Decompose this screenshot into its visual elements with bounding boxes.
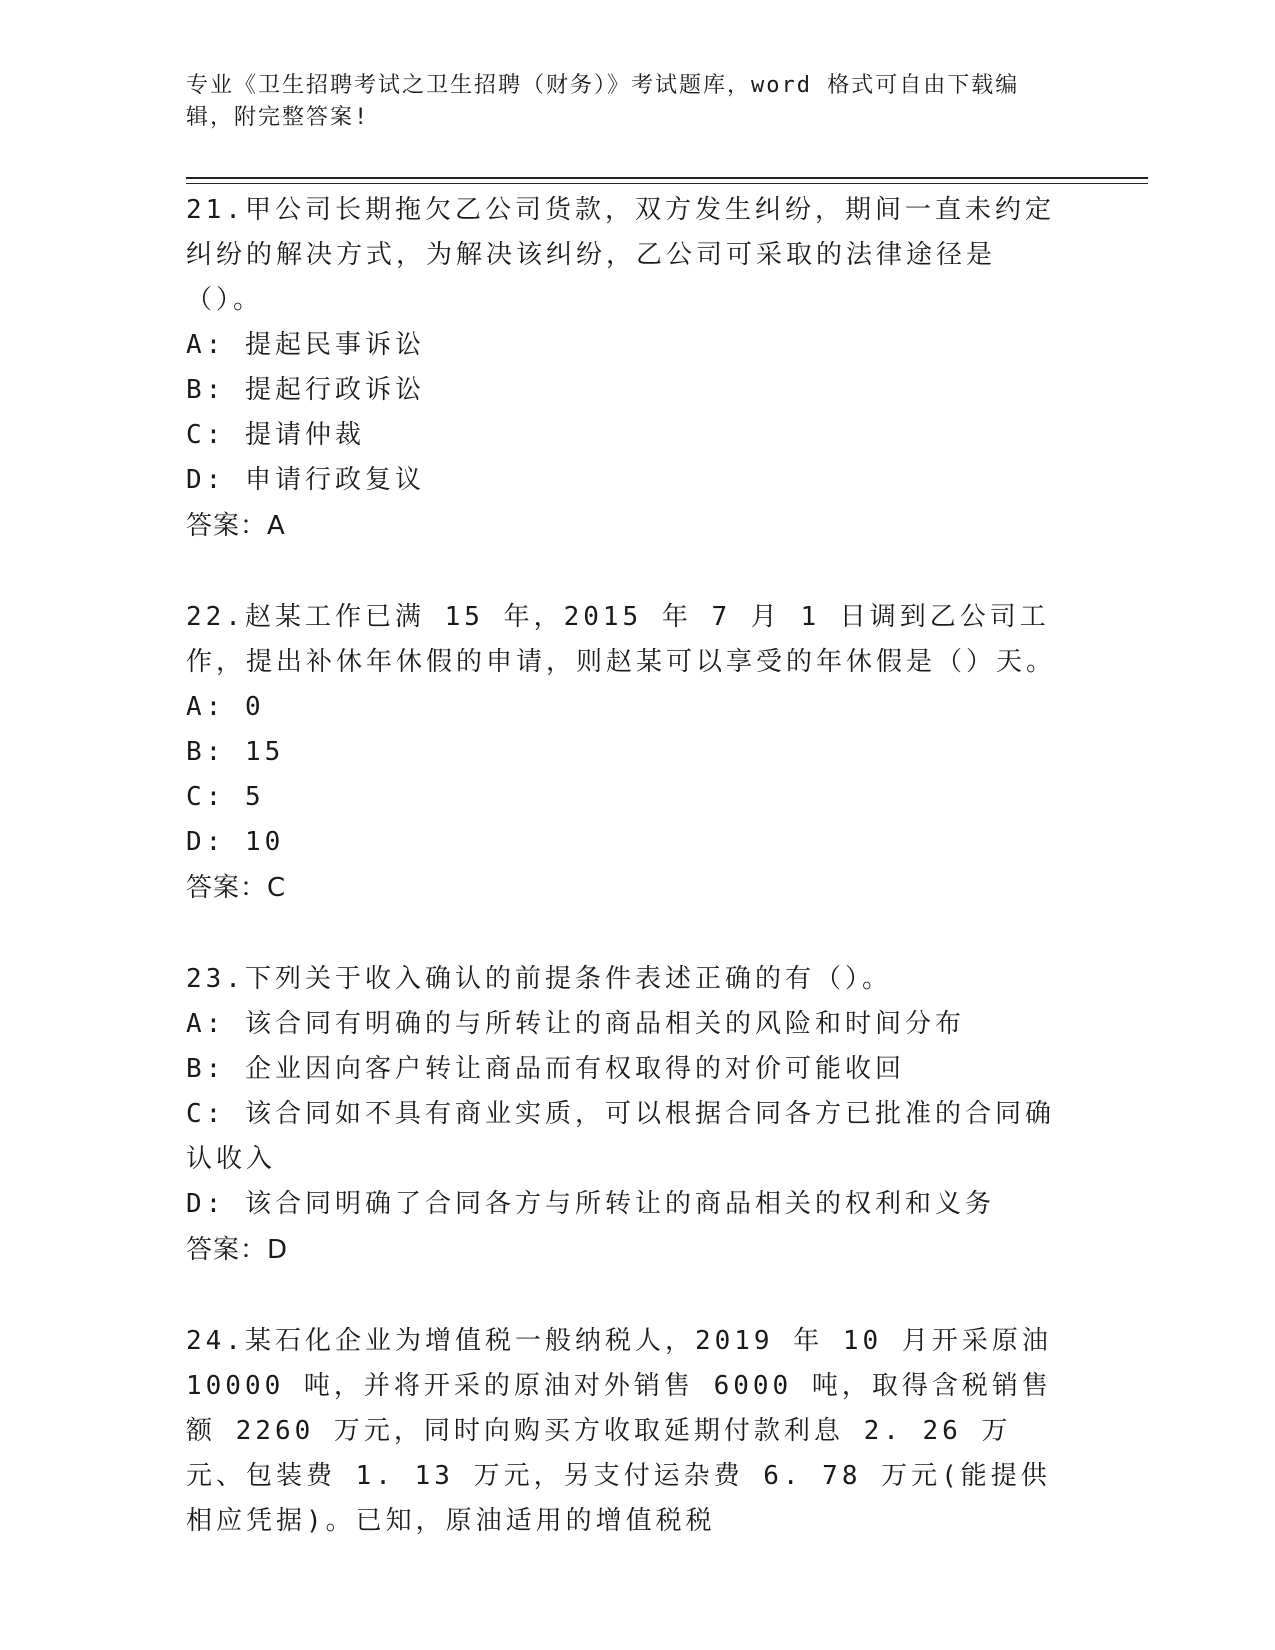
answer-line: 答案：A — [186, 511, 286, 541]
question-24 — [186, 1319, 1066, 1544]
question-stem: 24.某石化企业为增值税一般纳税人，2019 年 10 月开采原油 10000 吨，并将开采的原油对外销售 6000 吨，取得含税销售额 2260 万元，同时向购买方收取延期付款利息 2. 26 万元、包装费 1. 13 万元，另支付运杂费 6. 78 万元(能提供相应凭据)。已知，原油适用的增值税税 — [186, 1326, 1052, 1536]
option-b: B: 提起行政诉讼 — [186, 375, 425, 405]
answer-line: 答案：C — [186, 873, 287, 903]
option-d: D: 该合同明确了合同各方与所转让的商品相关的权利和义务 — [186, 1189, 995, 1219]
question-stem: 21.甲公司长期拖欠乙公司货款，双方发生纠纷，期间一直未约定纠纷的解决方式，为解决该纠纷，乙公司可采取的法律途径是（）。 — [186, 195, 1055, 315]
question-21 — [186, 188, 1066, 549]
header-divider-thick — [186, 177, 1148, 179]
option-d: D: 10 — [186, 827, 285, 857]
option-b: B: 15 — [186, 737, 285, 767]
question-23 — [186, 957, 1066, 1273]
answer-line: 答案：D — [186, 1235, 289, 1265]
option-d: D: 申请行政复议 — [186, 465, 425, 495]
option-a: A: 提起民事诉讼 — [186, 330, 425, 360]
option-b: B: 企业因向客户转让商品而有权取得的对价可能收回 — [186, 1054, 905, 1084]
option-a: A: 该合同有明确的与所转让的商品相关的风险和时间分布 — [186, 1009, 965, 1039]
option-a: A: 0 — [186, 692, 265, 722]
option-c: C: 提请仲裁 — [186, 420, 365, 450]
document-header: 专业《卫生招聘考试之卫生招聘（财务）》考试题库，word 格式可自由下载编辑，附完整答案! — [186, 73, 1020, 130]
option-c: C: 该合同如不具有商业实质，可以根据合同各方已批准的合同确认收入 — [186, 1099, 1055, 1174]
question-stem: 22.赵某工作已满 15 年，2015 年 7 月 1 日调到乙公司工作，提出补休年休假的申请，则赵某可以享受的年休假是（）天。 — [186, 602, 1057, 677]
question-stem: 23.下列关于收入确认的前提条件表述正确的有（）。 — [186, 964, 892, 994]
question-22 — [186, 595, 1066, 911]
header-divider-thin — [186, 183, 1148, 184]
question-list — [186, 188, 1066, 1590]
option-c: C: 5 — [186, 782, 265, 812]
